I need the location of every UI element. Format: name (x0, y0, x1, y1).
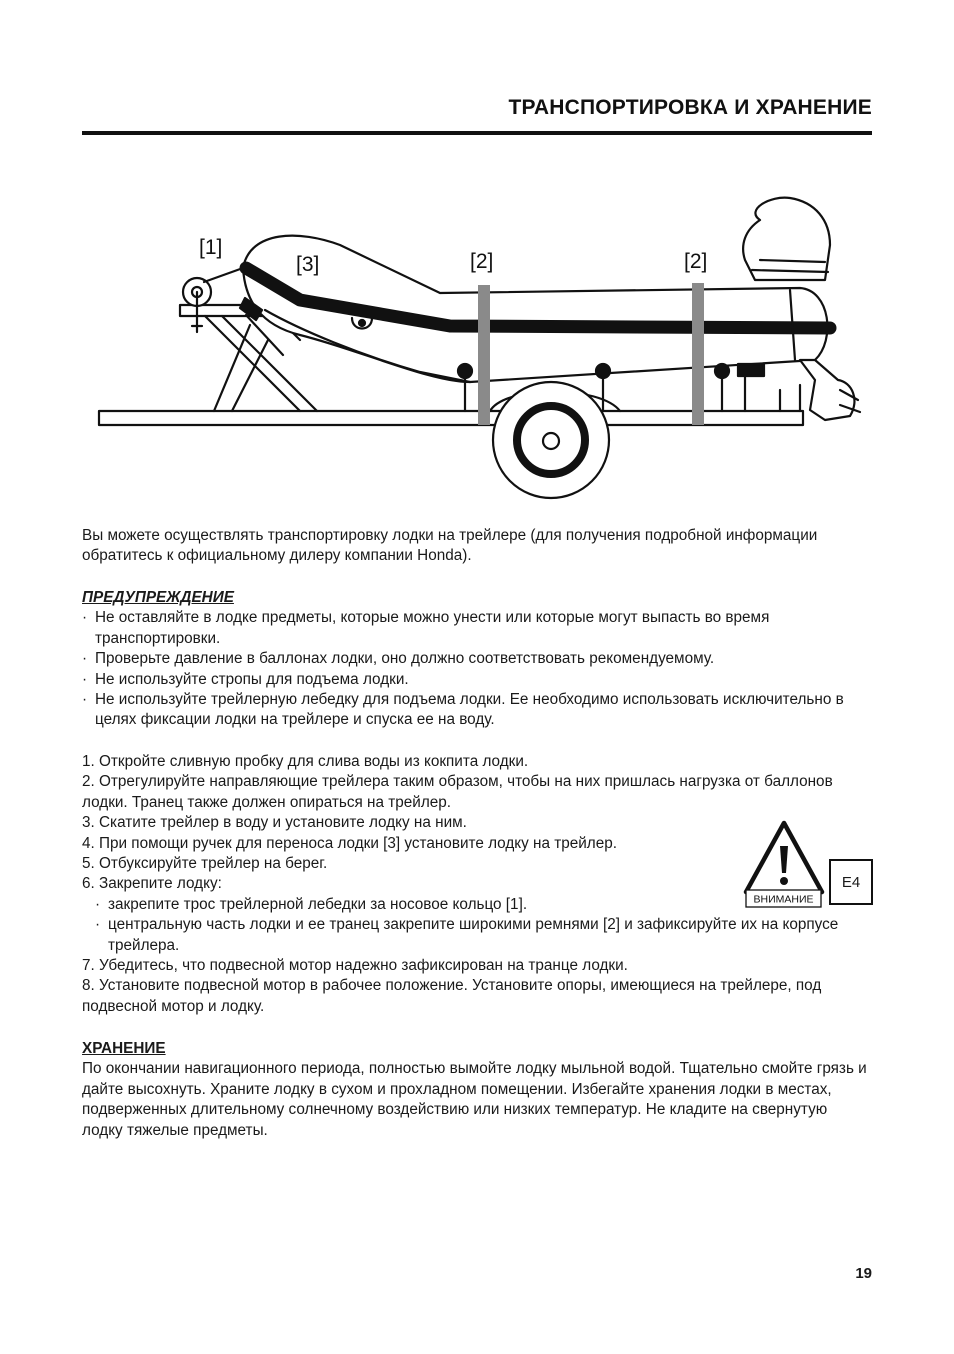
label-bow-ring: [1] (199, 236, 223, 259)
warning-item-text: Не используйте стропы для подъема лодки. (95, 670, 409, 688)
warning-item-text: Не используйте трейлерную лебедку для подъема лодки. Ее необходимо использовать исключительно в целях фиксации лодки на трейлере и спуска ее на воду. (95, 691, 844, 729)
bullet-mark: · (95, 916, 101, 934)
warning-item (82, 690, 872, 731)
caution-code: E4 (841, 873, 861, 891)
step-6a: закрепите трос трейлерной лебедки за носовое кольцо [1]. (108, 895, 528, 913)
step-7: 7. Убедитесь, что подвесной мотор надежно зафиксирован на транце лодки. (82, 957, 628, 975)
page-number: 19 (855, 1265, 872, 1282)
label-strap-transom: [2] (684, 250, 708, 273)
warning-item (82, 670, 872, 690)
warning-heading: ПРЕДУПРЕЖДЕНИЕ (82, 589, 234, 606)
step-8: 8. Установите подвесной мотор в рабочее положение. Установите опоры, имеющиеся на трейлере, под подвесной мотор и лодку. (82, 977, 822, 1015)
warning-item (82, 608, 872, 649)
step-6: 6. Закрепите лодку: (82, 875, 222, 893)
bullet-mark: · (95, 895, 101, 913)
label-handles: [3] (296, 253, 320, 276)
caution-code-box (829, 859, 873, 905)
step-6-sub-item (82, 915, 872, 956)
caution-label: ВНИМАНИЕ (753, 893, 814, 906)
warning-section (82, 588, 872, 731)
storage-text: По окончании навигационного периода, полностью вымойте лодку мыльной водой. Тщательно смойте грязь и дайте высохнуть. Храните лодку в сухом и прохладном помещении. Избегайте хранения лодки в местах, подверженных длительному солнечному воздействию или низких температур. Не кладите на свернутую лодку тяжелые предметы. (82, 1060, 867, 1139)
storage-heading: ХРАНЕНИЕ (82, 1040, 166, 1057)
intro-paragraph (82, 526, 872, 567)
intro-text: Вы можете осуществлять транспортировку лодки на трейлере (для получения подробной информации обратитесь к официальному дилеру компании Honda). (82, 527, 818, 565)
step-5: 5. Отбуксируйте трейлер на берег. (82, 855, 328, 873)
bullet-mark: · (82, 609, 88, 627)
trailer-wheel (493, 382, 609, 498)
boat-on-trailer-illustration (0, 150, 954, 520)
label-strap-center: [2] (470, 250, 494, 273)
step-2: 2. Отрегулируйте направляющие трейлера таким образом, чтобы на них пришлась нагрузка от баллонов лодки. Транец также должен опираться на трейлер. (82, 773, 833, 811)
bullet-mark: · (82, 691, 88, 709)
header-rule (82, 131, 872, 135)
page-title: ТРАНСПОРТИРОВКА И ХРАНЕНИЕ (508, 96, 872, 119)
step-3: 3. Скатите трейлер в воду и установите лодку на ним. (82, 814, 467, 832)
step-6b: центральную часть лодки и ее транец закрепите широкими ремнями [2] и зафиксируйте их на корпусе трейлера. (108, 916, 839, 954)
strap-center (478, 285, 490, 425)
step-4: 4. При помощи ручек для переноса лодки [3] установите лодку на трейлер. (82, 834, 617, 852)
step-1: 1. Откройте сливную пробку для слива воды из кокпита лодки. (82, 753, 529, 770)
warning-item-text: Проверьте давление в баллонах лодки, оно должно соответствовать рекомендуемому. (95, 650, 715, 668)
strap-transom (692, 283, 704, 425)
storage-section (82, 1039, 872, 1141)
bullet-mark: · (82, 650, 88, 668)
warning-item (82, 649, 872, 669)
warning-item-text: Не оставляйте в лодке предметы, которые можно унести или которые могут выпасть во время транспортировки. (95, 609, 770, 647)
bullet-mark: · (82, 670, 88, 688)
outboard-motor (743, 198, 830, 280)
